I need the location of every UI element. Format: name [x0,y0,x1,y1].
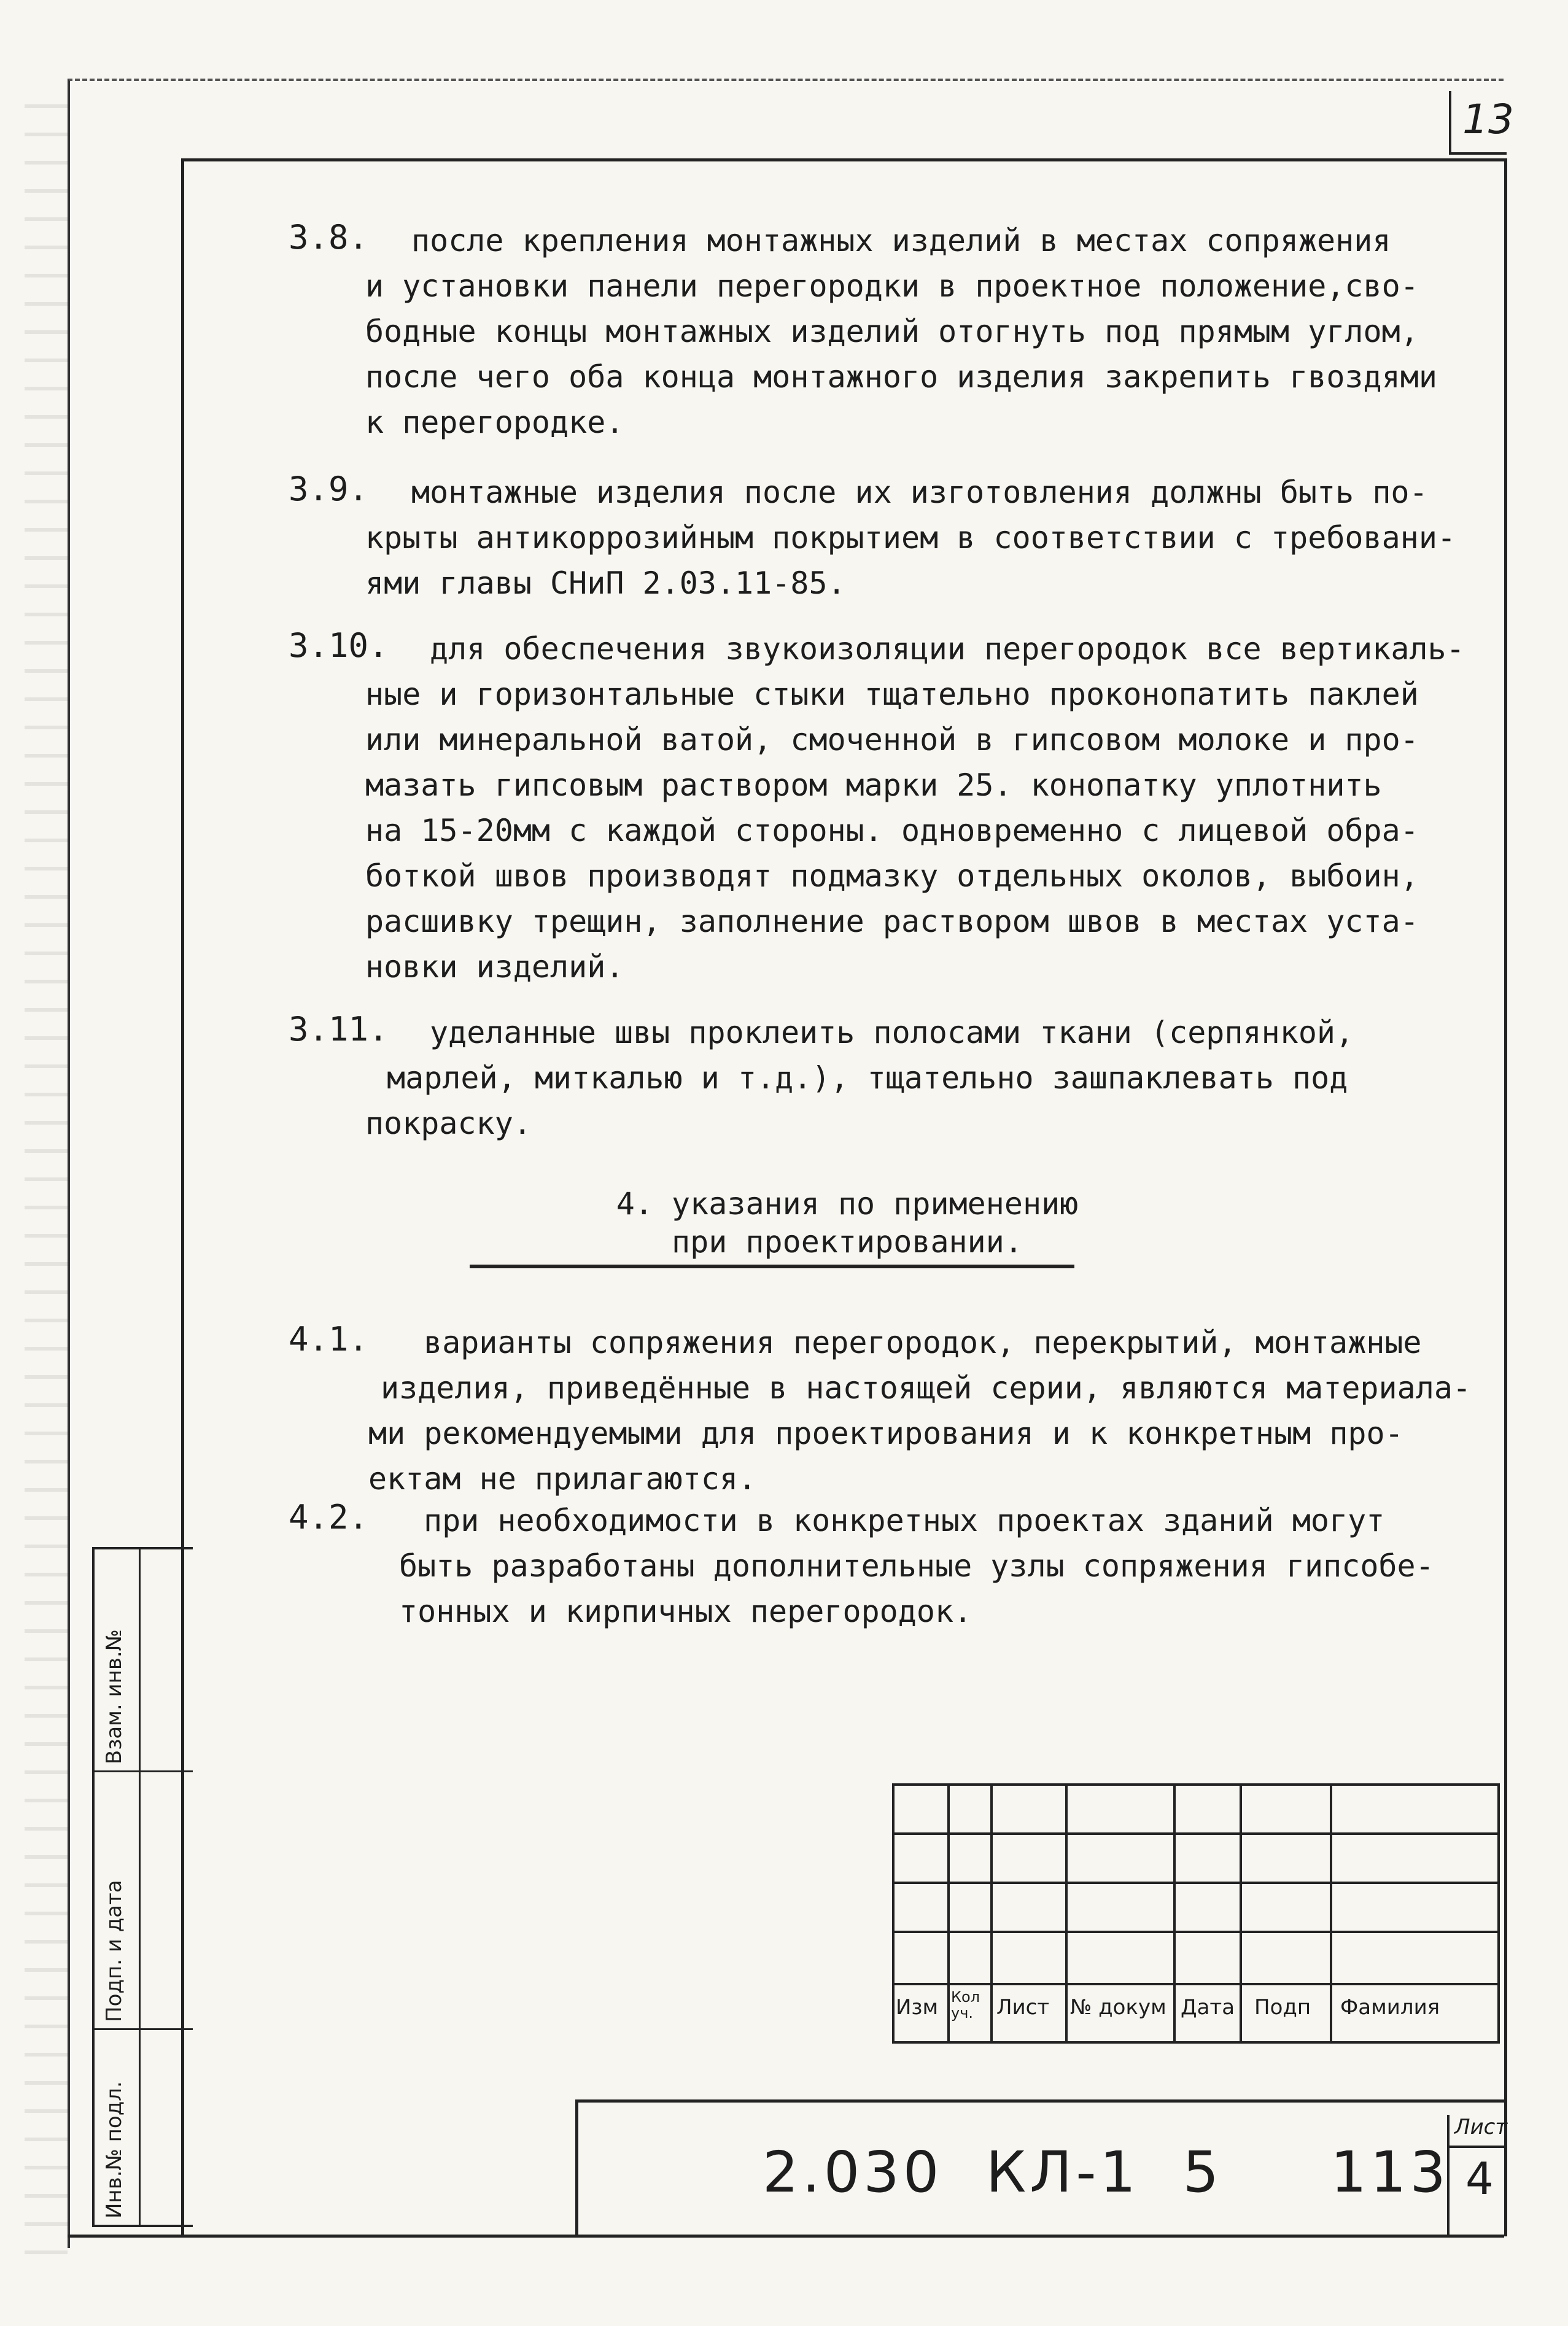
paragraph-line: ми рекомендуемыми для проектирования и к конкретным про- [368,1416,1403,1451]
paragraph-line: уделанные швы проклеить полосами ткани (серпянкой, [430,1015,1354,1050]
paragraph-3-9 [289,470,1456,606]
paragraph-line: после чего оба конца монтажного изделия закрепить гвоздями [365,359,1437,395]
paragraph-number: 3.9. [289,470,369,508]
paragraph-3-11 [289,1010,1354,1146]
paragraph-line: монтажные изделия после их изготовления должны быть по- [411,475,1428,510]
sheet-number-cell [1447,2115,1508,2238]
scan-edge-noise [25,80,68,2265]
paragraph-line: варианты сопряжения перегородок, перекрытий, монтажные [424,1325,1422,1360]
section-title-line1: указания по применению [672,1186,1079,1222]
paragraph-line: мазать гипсовым раствором марки 25. конопатку уплотнить [365,767,1382,803]
title-block-header: Дата [1181,1995,1235,2020]
paragraph-line: или минеральной ватой, смоченной в гипсовом молоке и про- [365,722,1419,758]
section-title-line2: при проектировании. [672,1224,1023,1260]
paragraph-line: быть разработаны дополнительные узлы сопряжения гипсобе- [399,1548,1434,1584]
paragraph-line: боткой швов производят подмазку отдельных околов, выбоин, [365,858,1419,894]
paragraph-line: после крепления монтажных изделий в местах сопряжения [411,223,1391,258]
corner-sheet-number: 13 [1462,96,1514,143]
title-block-header: Подп [1254,1995,1311,2020]
paragraph-line: расшивку трещин, заполнение раствором швов в местах уста- [365,904,1419,939]
paragraph-line: тонных и кирпичных перегородок. [399,1594,972,1629]
section-underline [470,1265,1074,1268]
paragraph-line: на 15-20мм с каждой стороны. одновременно с лицевой обра- [365,813,1419,848]
left-margin-stamp [92,1547,193,2227]
paragraph-line: марлей, миткалью и т.д.), тщательно зашпаклевать под [387,1060,1348,1096]
paragraph-line: изделия, приведённые в настоящей серии, являются материала- [381,1370,1472,1406]
title-block-header: Фамилия [1340,1995,1440,2020]
paragraph-number: 3.11. [289,1010,389,1049]
paragraph-4-1 [289,1320,1472,1502]
sheet-number: 4 [1465,2153,1494,2204]
paragraph-line: бодные концы монтажных изделий отогнуть под прямым углом, [365,314,1419,349]
stamp-label-replacement-inv: Взам. инв.№ [102,1629,126,1764]
title-block-main [575,2099,1508,2238]
paragraph-3-10 [289,626,1465,990]
section-number: 4. [616,1186,653,1222]
paragraph-line: ями главы СНиП 2.03.11-85. [365,565,846,601]
paragraph-number: 4.2. [289,1498,369,1537]
paragraph-line: покраску. [365,1106,532,1141]
paragraph-line: к перегородке. [365,405,624,440]
paragraph-line: новки изделий. [365,949,624,985]
paragraph-4-2 [289,1498,1434,1634]
corner-sheet-box [1449,91,1514,155]
sheet-label: Лист [1454,2115,1508,2139]
paragraph-number: 3.8. [289,218,369,257]
paragraph-number: 4.1. [289,1320,369,1359]
title-block-grid [892,1783,1500,2099]
stamp-label-signature-date: Подп. и дата [102,1880,126,2022]
stamp-label-inv-original: Инв.№ подл. [102,2081,126,2219]
paragraph-3-8 [289,218,1437,445]
title-block-header: Изм [896,1995,939,2020]
paragraph-number: 3.10. [289,626,389,665]
paragraph-line: ные и горизонтальные стыки тщательно проконопатить паклей [365,676,1419,712]
paragraph-line: при необходимости в конкретных проектах зданий могут [424,1503,1385,1538]
title-block-header: Лист [996,1995,1050,2020]
paragraph-line: для обеспечения звукоизоляции перегородок все вертикаль- [430,631,1465,667]
paragraph-line: крыты антикоррозийным покрытием в соответствии с требовани- [365,520,1456,556]
title-block-header: Кол уч. [951,1988,980,2022]
paragraph-line: ектам не прилагаются. [368,1461,757,1497]
section-4-heading [540,1185,1154,1261]
title-block-header: № докум [1070,1995,1166,2020]
document-code: 2.030 КЛ-1 5 113 [763,2139,1450,2205]
paragraph-line: и установки панели перегородки в проектное положение,сво- [365,268,1419,304]
